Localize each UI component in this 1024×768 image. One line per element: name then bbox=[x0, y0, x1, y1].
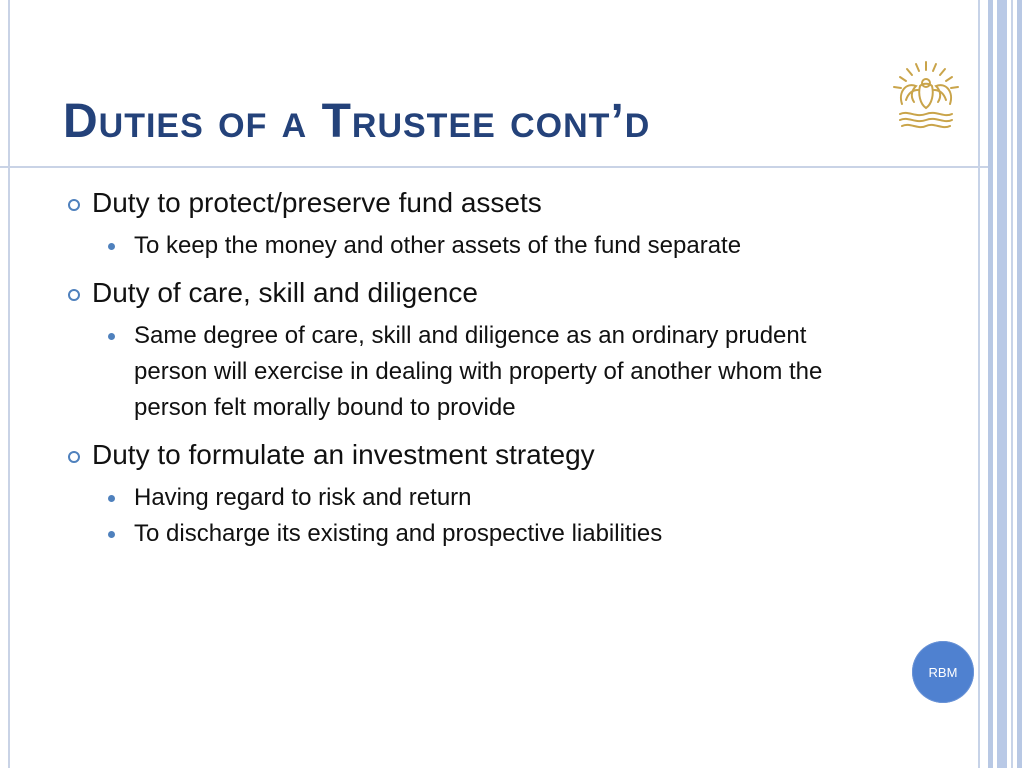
dot-bullet-icon bbox=[108, 531, 115, 538]
stripe bbox=[1011, 0, 1013, 768]
bullet-text: Duty to formulate an investment strategy bbox=[92, 439, 595, 470]
slide-title: Duties of a Trustee cont’d bbox=[63, 95, 651, 148]
sub-bullet-text: To keep the money and other assets of the fund separate bbox=[134, 232, 742, 259]
sub-list-item bbox=[64, 228, 924, 264]
sub-list-item bbox=[64, 480, 924, 516]
right-decorative-stripes bbox=[978, 0, 1024, 768]
dot-bullet-icon bbox=[108, 333, 115, 340]
stripe bbox=[988, 0, 993, 768]
bullet-text: Duty to protect/preserve fund assets bbox=[92, 187, 542, 218]
rbm-badge: RBM bbox=[912, 641, 974, 703]
stripe bbox=[1017, 0, 1022, 768]
ring-bullet-icon bbox=[68, 289, 80, 301]
sub-list bbox=[92, 480, 924, 552]
ring-bullet-icon bbox=[68, 451, 80, 463]
bullet-list bbox=[64, 186, 924, 564]
dot-bullet-icon bbox=[108, 495, 115, 502]
ring-bullet-icon bbox=[68, 199, 80, 211]
sub-list bbox=[92, 318, 924, 426]
sub-bullet-text: Same degree of care, skill and diligence as an ordinary prudent person will exercise in dealing with property of another whom the person felt morally bound to provide bbox=[134, 322, 823, 421]
title-divider bbox=[0, 166, 988, 168]
dot-bullet-icon bbox=[108, 243, 115, 250]
gold-eagle-crest-icon bbox=[880, 56, 972, 132]
stripe bbox=[997, 0, 1007, 768]
list-item bbox=[64, 276, 924, 426]
left-border-line bbox=[8, 0, 10, 768]
sub-list-item bbox=[64, 318, 924, 426]
list-item bbox=[64, 438, 924, 552]
sub-bullet-text: Having regard to risk and return bbox=[134, 484, 472, 511]
sub-list bbox=[92, 228, 924, 264]
sub-list-item bbox=[64, 516, 924, 552]
bullet-text: Duty of care, skill and diligence bbox=[92, 277, 478, 308]
sub-bullet-text: To discharge its existing and prospective liabilities bbox=[134, 520, 663, 547]
stripe bbox=[978, 0, 980, 768]
list-item bbox=[64, 186, 924, 264]
